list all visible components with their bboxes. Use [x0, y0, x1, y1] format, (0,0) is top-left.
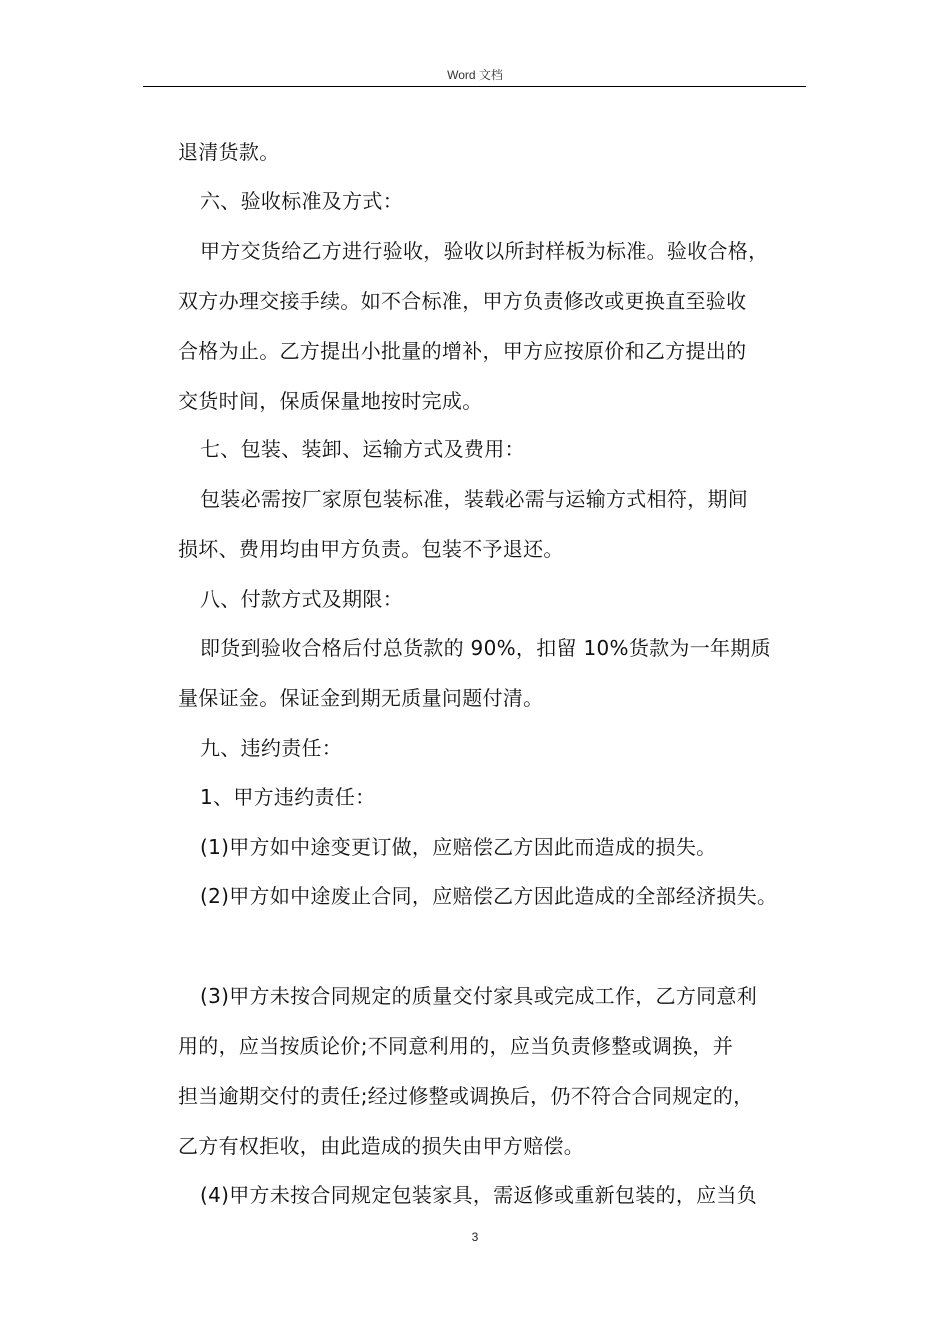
section-heading-8: 八、付款方式及期限：: [200, 587, 403, 611]
clause-2: (2)甲方如中途废止合同，应赔偿乙方因此造成的全部经济损失。: [200, 884, 778, 908]
header-divider: [143, 86, 806, 87]
section-heading-9: 九、违约责任：: [200, 736, 343, 760]
text-line-1: 退清货款。: [178, 140, 280, 164]
text-line-8: 包装必需按厂家原包装标准，装载必需与运输方式相符，期间: [200, 487, 749, 511]
clause-3-line-4: 乙方有权拒收，由此造成的损失由甲方赔偿。: [178, 1134, 584, 1158]
clause-3-line-3: 担当逾期交付的责任;经过修整或调换后，仍不符合合同规定的，: [178, 1084, 754, 1108]
text-line-3: 甲方交货给乙方进行验收，验收以所封样板为标准。验收合格，: [200, 239, 769, 263]
text-line-4: 双方办理交接手续。如不合标准，甲方负责修改或更换直至验收: [178, 289, 747, 313]
text-line-9: 损坏、费用均由甲方负责。包装不予退还。: [178, 537, 564, 561]
clause-4-line-1: (4)甲方未按合同规定包装家具，需返修或重新包装的，应当负: [200, 1183, 758, 1207]
text-line-5: 合格为止。乙方提出小批量的增补，甲方应按原价和乙方提出的: [178, 339, 747, 363]
text-line-12: 量保证金。保证金到期无质量问题付清。: [178, 686, 544, 710]
text-line-6: 交货时间，保质保量地按时完成。: [178, 389, 483, 413]
clause-1: (1)甲方如中途变更订做，应赔偿乙方因此而造成的损失。: [200, 835, 717, 859]
section-heading-6: 六、验收标准及方式：: [200, 189, 403, 213]
subsection-heading-1: 1、甲方违约责任：: [200, 785, 376, 809]
clause-3-line-1: (3)甲方未按合同规定的质量交付家具或完成工作，乙方同意利: [200, 984, 758, 1008]
section-heading-7: 七、包装、装卸、运输方式及费用：: [200, 437, 525, 461]
clause-3-line-2: 用的，应当按质论价;不同意利用的，应当负责修整或调换，并: [178, 1034, 734, 1058]
page-number: 3: [471, 1230, 479, 1244]
page-header-title: Word 文档: [447, 68, 503, 82]
text-line-11: 即货到验收合格后付总货款的 90%，扣留 10%货款为一年期质: [200, 636, 771, 660]
